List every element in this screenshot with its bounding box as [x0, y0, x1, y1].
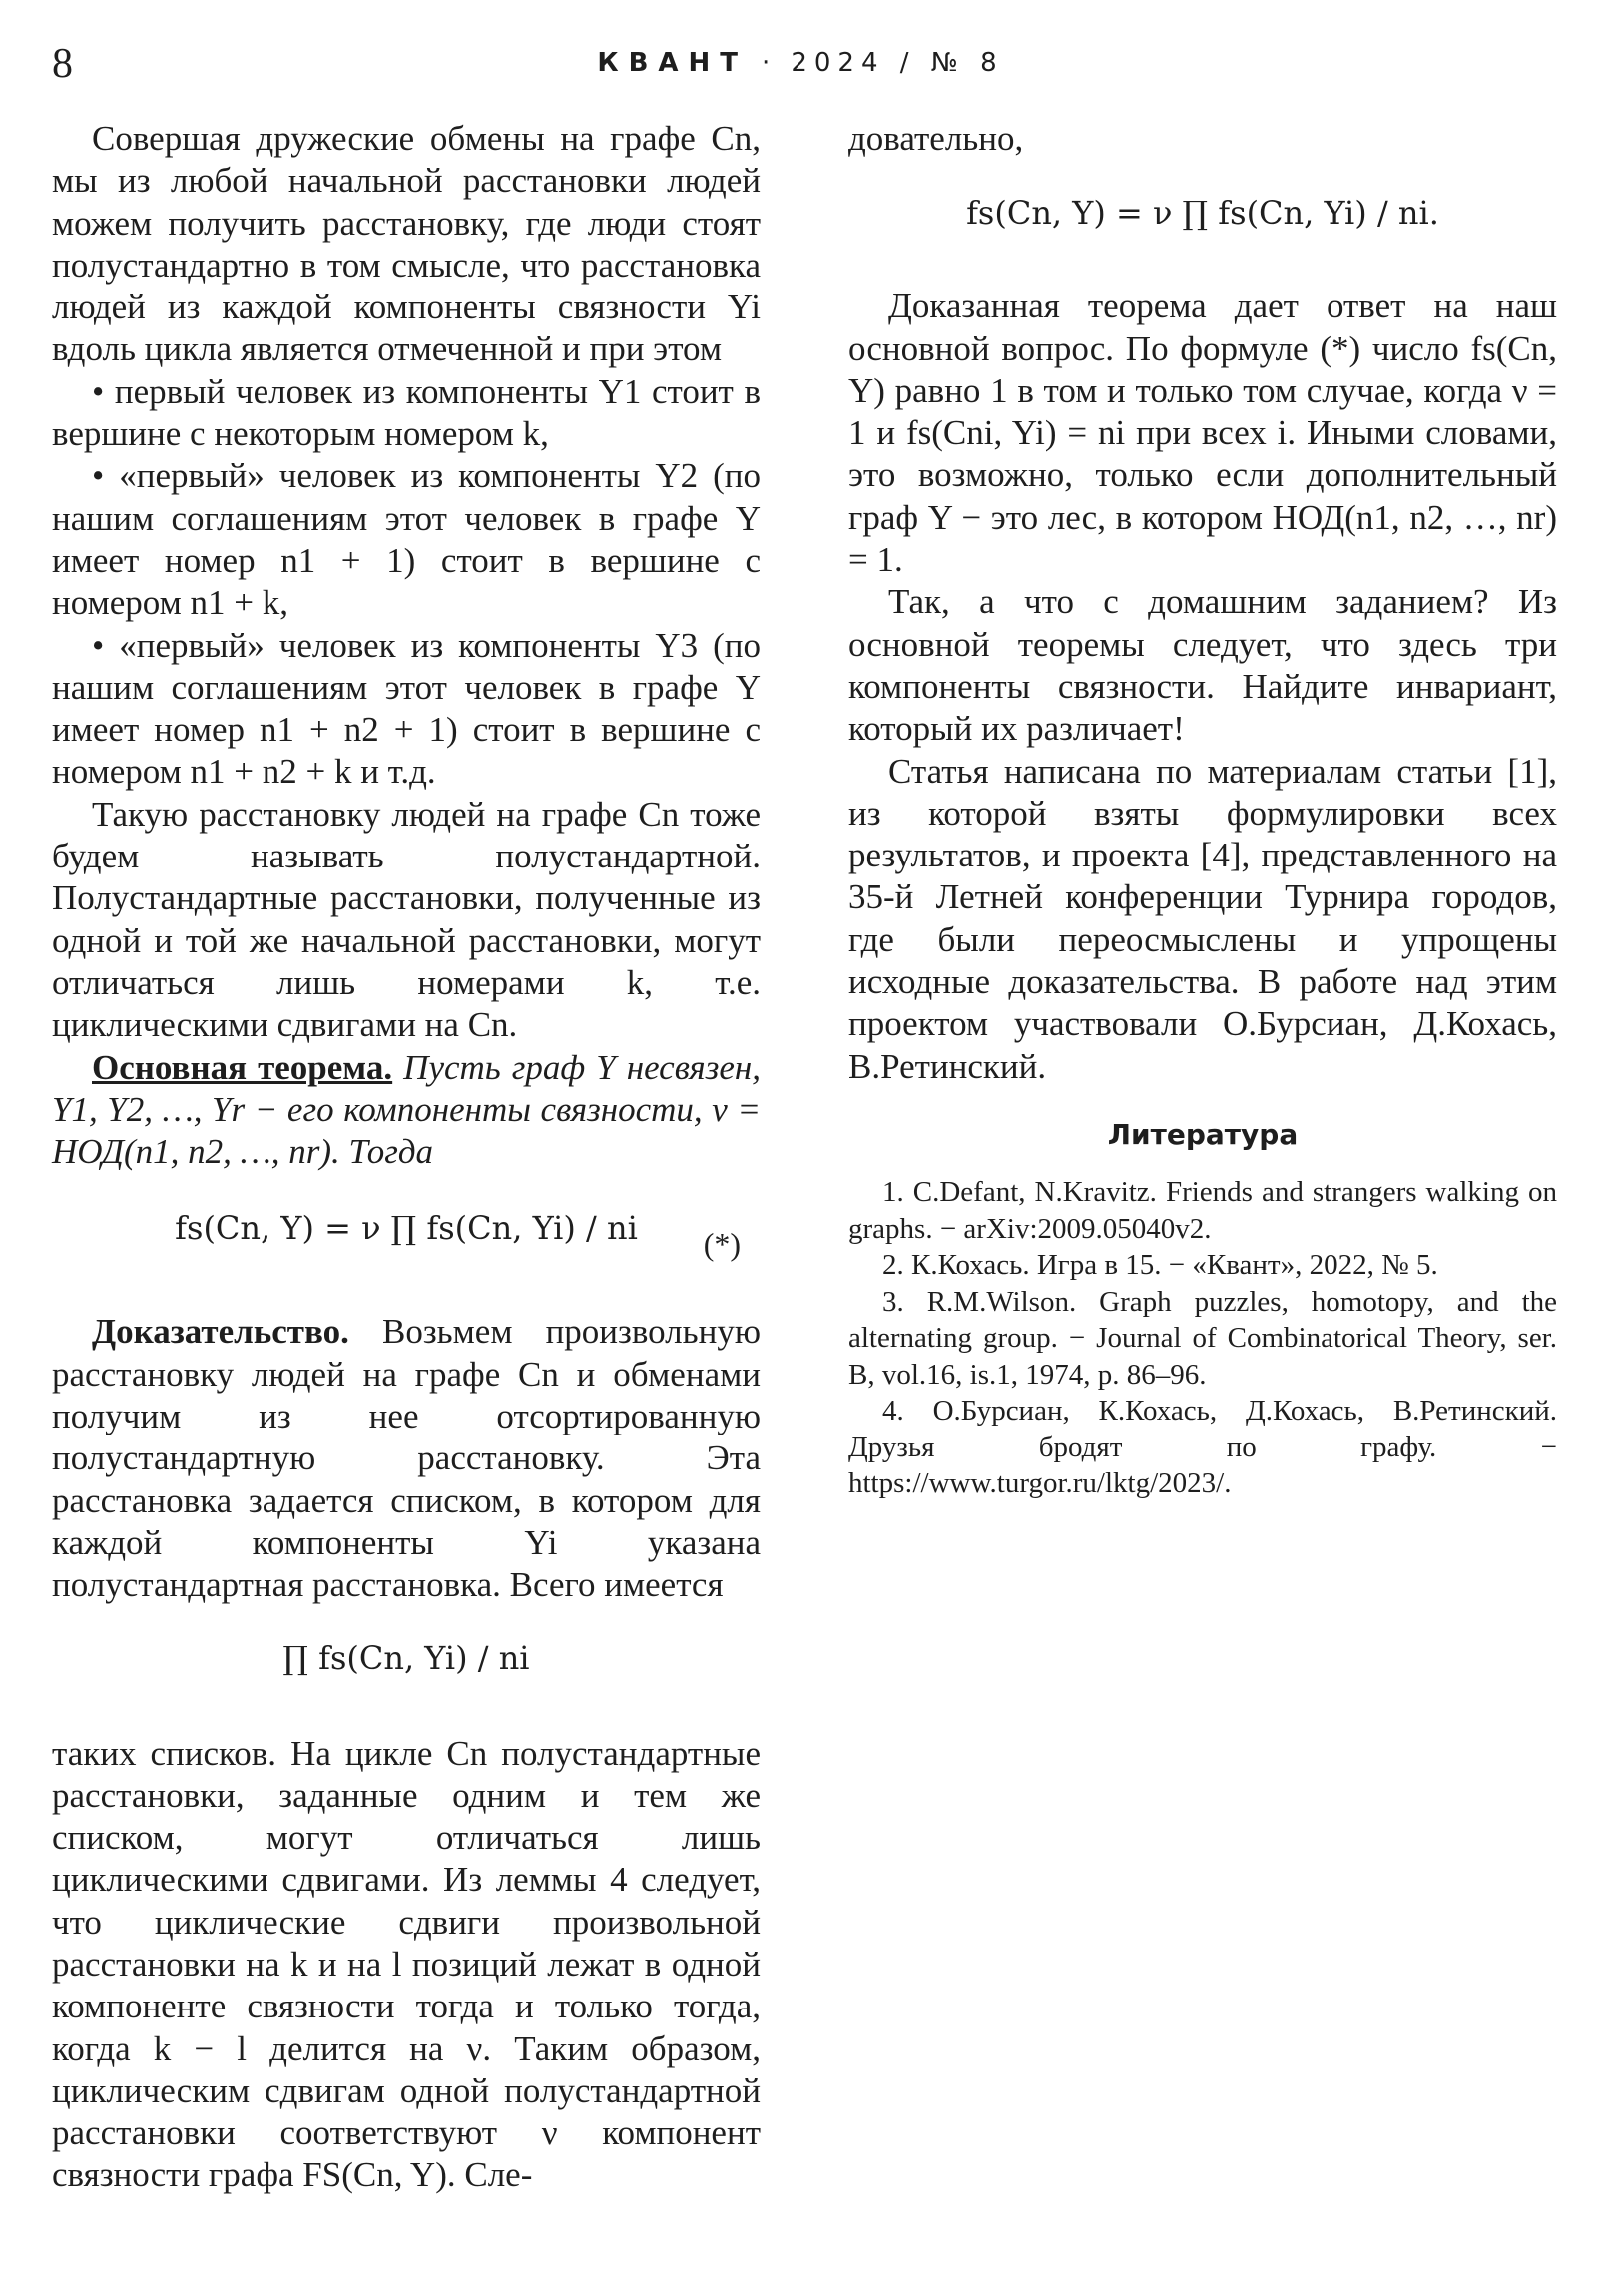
magazine-title: КВАНТ [597, 48, 749, 78]
bullet-item: • «первый» человек из компоненты Y2 (по нашим соглашениям этот человек в графе Y имеет номер n1 + 1) стоит в вершине с номером n1 + k, [52, 456, 761, 623]
theorem-text: Пусть граф Y несвязен, Y1, Y2, …, Yr − его компоненты связности, ν = НОД(n1, n2, …, nr). Тогда [52, 1047, 762, 1172]
references-list [848, 1174, 1557, 1502]
formula-final-expression: fs(Cn, Y) = ν ∏ fs(Cn, Yi) / ni. [966, 194, 1439, 233]
theorem-label: Основная теорема. [92, 1047, 393, 1087]
proof [52, 1311, 761, 1606]
paragraph: Доказанная теорема дает ответ на наш основной вопрос. По формуле (*) число fs(Cn, Y) равно 1 в том и только том случае, когда ν = 1 и fs(Cni, Yi) = ni при всех i. Иными словами, это возможно, только если дополнительный граф Y − это лес, в котором НОД(n1, n2, …, nr) = 1. [848, 287, 1557, 580]
formula-final [848, 164, 1557, 278]
proof-label: Доказательство. [92, 1312, 349, 1352]
page-header [52, 40, 1549, 90]
page-number: 8 [52, 41, 73, 87]
reference-item: 2. К.Кохась. Игра в 15. − «Квант», 2022, № 5. [882, 1249, 1438, 1282]
formula-tag: (*) [703, 1226, 741, 1263]
paragraph: Такую расстановку людей на графе Cn тоже будем называть полустандартной. Полустандартные расстановки, полученные из одной и той же начальной расстановки, могут отличаться лишь номерами k, т.е. циклическими сдвигами на Cn. [52, 794, 761, 1045]
issue-number: 2024 / № 8 [791, 48, 1004, 78]
bullet-item: • первый человек из компоненты Y1 стоит в вершине с некоторым номером k, [52, 371, 761, 454]
reference-item: 1. C.Defant, N.Kravitz. Friends and strangers walking on graphs. − arXiv:2009.05040v2. [848, 1176, 1557, 1245]
left-column [52, 118, 761, 2197]
right-column [848, 118, 1557, 1502]
formula-main-expression: fs(Cn, Y) = ν ∏ fs(Cn, Yi) / ni [175, 1209, 638, 1248]
running-head: КВАНТ · 2024 / № 8 [597, 48, 1004, 78]
paragraph: Совершая дружеские обмены на графе Cn, мы из любой начальной расстановки людей можем получить расстановку, где люди стоят полустандартно в том смысле, что расстановка людей из каждой компоненты связности Yi вдоль цикла является отмеченной и при этом [52, 119, 761, 369]
theorem [52, 1047, 761, 1174]
paragraph: таких списков. На цикле Cn полустандартные расстановки, заданные одним и тем же списком, могут отличаться лишь циклическими сдвигами. Из леммы 4 следует, что циклические сдвиги произвольной расстановки на k и на l позиций лежат в одной компоненте связности тогда и только тогда, когда k − l делится на ν. Таким образом, циклическим сдвигам одной полустандартной расстановки соответствуют ν компонент связности графа FS(Cn, Y). Сле- [52, 1733, 761, 2195]
reference-item[interactable]: 4. О.Бурсиан, К.Кохась, Д.Кохась, В.Ретинский. Друзья бродят по графу. − https://www.turgor.ru/lktg/2023/. [848, 1395, 1557, 1500]
bullet-item: • «первый» человек из компоненты Y3 (по нашим соглашениям этот человек в графе Y имеет номер n1 + n2 + 1) стоит в вершине с номером n1 + n2 + k и т.д. [52, 625, 761, 792]
paragraph: довательно, [848, 119, 1024, 158]
proof-text: Возьмем произвольную расстановку людей на графе Cn и обменами получим из нее отсортированную полустандартную расстановку. Эта расстановка задается списком, в котором для каждой компоненты Yi указана полустандартная расстановка. Всего имеется [52, 1312, 761, 1605]
formula-main [52, 1179, 761, 1291]
formula-count-expression: ∏ fs(Cn, Yi) / ni [282, 1638, 530, 1677]
paragraph: Так, а что с домашним заданием? Из основной теоремы следует, что здесь три компоненты связности. Найдите инвариант, который их различает! [848, 582, 1557, 749]
references-title: Литература [1107, 1117, 1299, 1151]
formula-count [52, 1609, 761, 1725]
reference-item: 3. R.M.Wilson. Graph puzzles, homotopy, and the alternating group. − Journal of Combinatorical Theory, ser. B, vol.16, is.1, 1974, p. 86–96. [848, 1285, 1557, 1391]
paragraph: Статья написана по материалам статьи [1], из которой взяты формулировки всех результатов, и проекта [4], представленного на 35-й Летней конференции Турнира городов, где были переосмыслены и упрощены исходные доказательства. В работе над этим проектом участвовали О.Бурсиан, Д.Кохась, В.Ретинский. [848, 751, 1557, 1086]
